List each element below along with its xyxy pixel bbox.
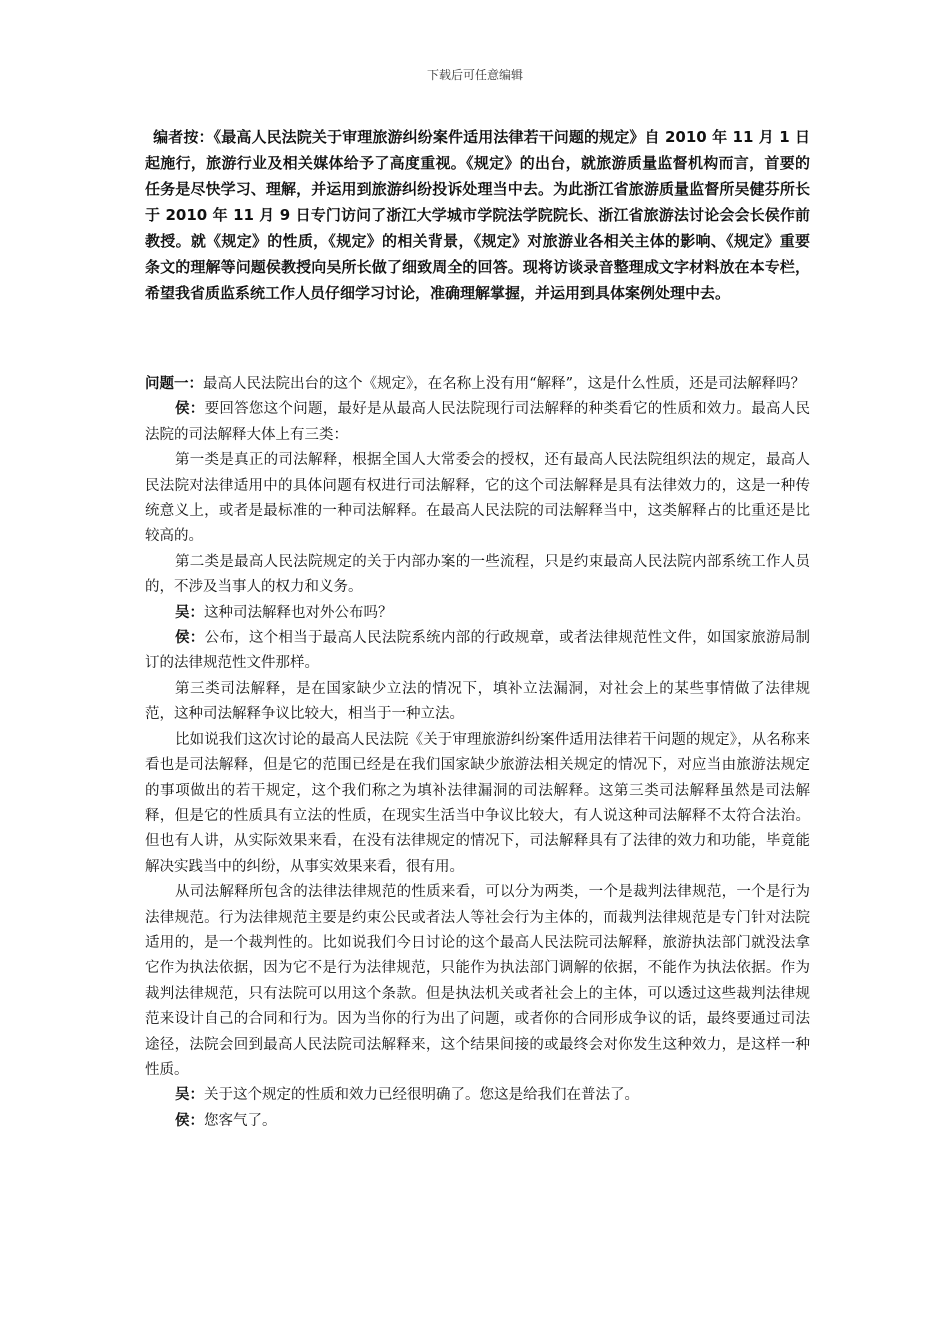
interview-body [145, 372, 810, 1134]
paragraph-text: 您客气了。 [204, 1112, 277, 1129]
paragraph-text: 公布，这个相当于最高人民法院系统内部的行政规章，或者法律规范性文件，如国家旅游局制订的法律规范性文件那样。 [145, 630, 811, 672]
speaker-label: 侯： [175, 401, 205, 418]
paragraph [145, 372, 810, 397]
editor-note [145, 124, 810, 306]
paragraph-text: 最高人民法院出台的这个《规定》，在名称上没有用“解释”，这是什么性质，还是司法解释吗？ [203, 376, 806, 392]
paragraph-text: 从司法解释所包含的法律法律规范的性质来看，可以分为两类，一个是裁判法律规范，一个是行为法律规范。行为法律规范主要是约束公民或者法人等社会行为主体的，而裁判法律规范是专门针对法院适用的，是一个裁判性的。比如说我们今日讨论的这个最高人民法院司法解释，旅游执法部门就没法拿它作为执法依据，因为它不是行为法律规范，只能作为执法部门调解的依据，不能作为执法依据。作为裁判法律规范，只有法院可以用这个条款。但是执法机关或者社会上的主体，可以透过这些裁判法律规范来设计自己的合同和行为。因为当你的行为出了问题，或者你的合同形成争议的话，最终要通过司法途径，法院会回到最高人民法院司法解释来，这个结果间接的或最终会对你发生这种效力，是这样一种性质。 [145, 884, 810, 1078]
speaker-label: 侯： [175, 1112, 204, 1129]
speaker-label: 侯： [175, 630, 205, 647]
paragraph [145, 397, 810, 448]
speaker-label: 吴： [175, 604, 204, 621]
paragraph [145, 550, 810, 601]
page-header: 下载后可任意编辑 [426, 68, 523, 82]
paragraph [145, 880, 810, 1083]
paragraph [145, 1083, 810, 1108]
editor-note-label: 编者按： [153, 128, 214, 146]
editor-note-text: 《最高人民法院关于审理旅游纠纷案件适用法律若干问题的规定》自 2010 年 11 月 1 日起施行，旅游行业及相关媒体给予了高度重视。《规定》的出台，就旅游质量监督机构而言，首要的任务是尽快学习、理解，并运用到旅游纠纷投诉处理当中去。为此浙江省旅游质量监督所吴健芬所长于 2010 年 11 月 9 日专门访问了浙江大学城市学院法学院院长、浙江省旅游法讨论会会长侯作前教授。就《规定》的性质，《规定》的相关背景，《规定》对旅游业各相关主体的影响、《规定》重要条文的理解等问题侯教授向吴所长做了细致周全的回答。现将访谈录音整理成文字材料放在本专栏，希望我省质监系统工作人员仔细学习讨论，准确理解掌握，并运用到具体案例处理中去。 [145, 128, 810, 302]
paragraph-text: 比如说我们这次讨论的最高人民法院《关于审理旅游纠纷案件适用法律若干问题的规定》，从名称来看也是司法解释，但是它的范围已经是在我们国家缺少旅游法相关规定的情况下，对应当由旅游法规定的事项做出的若干规定，这个我们称之为填补法律漏洞的司法解释。这第三类司法解释虽然是司法解释，但是它的性质具有立法的性质，在现实生活当中争议比较大，有人说这种司法解释不太符合法治。但也有人讲，从实际效果来看，在没有法律规定的情况下，司法解释具有了法律的效力和功能，毕竟能解决实践当中的纠纷，从事实效果来看，很有用。 [145, 731, 810, 875]
paragraph-text: 第三类司法解释，是在国家缺少立法的情况下，填补立法漏洞，对社会上的某些事情做了法律规范，这种司法解释争议比较大，相当于一种立法。 [145, 680, 810, 723]
paragraph [145, 626, 810, 677]
paragraph-text: 第二类是最高人民法院规定的关于内部办案的一些流程，只是约束最高人民法院内部系统工作人员的，不涉及当事人的权力和义务。 [145, 553, 810, 596]
paragraph-text: 这种司法解释也对外公布吗？ [204, 604, 393, 621]
paragraph [145, 1109, 810, 1134]
paragraph-text: 第一类是真正的司法解释，根据全国人大常委会的授权，还有最高人民法院组织法的规定，最高人民法院对法律适用中的具体问题有权进行司法解释，它的这个司法解释是具有法律效力的，这是一种传统意义上，或者是最标准的一种司法解释。在最高人民法院的司法解释当中，这类解释占的比重还是比较高的。 [145, 452, 810, 545]
paragraph [145, 728, 810, 880]
paragraph [145, 677, 810, 728]
paragraph-text: 关于这个规定的性质和效力已经很明确了。您这是给我们在普法了。 [204, 1087, 639, 1104]
paragraph [145, 448, 810, 550]
paragraph-text: 要回答您这个问题，最好是从最高人民法院现行司法解释的种类看它的性质和效力。最高人民法院的司法解释大体上有三类： [145, 401, 811, 443]
speaker-label: 吴： [175, 1087, 204, 1104]
paragraph [145, 601, 810, 626]
speaker-label: 问题一： [145, 376, 203, 392]
